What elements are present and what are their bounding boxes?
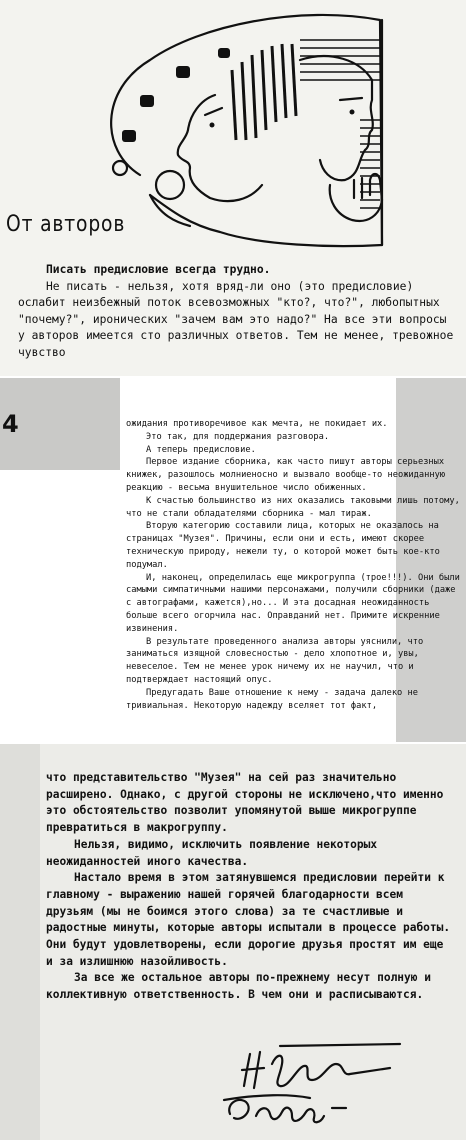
panel-page-5: [0, 744, 466, 1140]
page-4-text: [126, 418, 464, 712]
paragraph: Предугадать Ваше отношение к нему - задача далеко не тривиальная. Некоторую надежду вселяет тот факт,: [126, 687, 418, 711]
page-5-text: [46, 770, 456, 1004]
paragraph: что представительство "Музея" на сей раз значительно расширено. Однако, с другой стороны не исключено,что именно это обстоятельство позволит упомянутой выше микрогруппе превратиться в макрогруппу.: [46, 771, 444, 835]
paragraph: Настало время в этом затянувшемся предисловии перейти к главному - выражению нашей горячей благодарности всем друзьям (мы не боимся этого слова) за те счастливые и радостные минуты, которые авторы испытали в процессе работы. Они будут удовлетворены, если дорогие друзья простят им еще и за излишнюю назойливость.: [46, 871, 451, 968]
paragraph: А теперь предисловие.: [146, 444, 256, 455]
panel-intro: [0, 0, 466, 376]
paragraph: К счастью большинство из них оказались таковыми лишь потому, что не стали обладателями сборника - мал тираж.: [126, 495, 460, 519]
paragraph: И, наконец, определилась еще микрогруппа (трое!!!). Они были самыми симпатичными нашими персонажами, получили сборники (даже с автографами, кажется),но... И эта досадная неожиданность больше всего огорчила нас. Оправданий нет. Примите искренние извинения.: [126, 572, 460, 634]
paragraph: ожидания противоречивое как мечта, не покидает их.: [126, 419, 388, 429]
page-title: От авторов: [6, 212, 126, 237]
paragraph: Первое издание сборника, как часто пишут авторы серьезных книжек, разошлось молниеносно и вызвало вообще-то неожиданную реакцию - весьма внушительное число обиженных.: [126, 457, 446, 493]
paragraph: Это так, для поддержания разговора.: [146, 431, 330, 442]
panel-page-4: [0, 378, 466, 742]
intro-lead: Писать предисловие всегда трудно.: [46, 263, 271, 276]
grey-margin-left: [0, 744, 40, 1140]
page-number: 4: [2, 410, 19, 438]
paragraph: В результате проведенного анализа авторы уяснили, что заниматься изящной словесностью - дело хлопотное и, увы, невеселое. Тем не менее урок ничему их не научил, что и подтверждает настоящий опус.: [126, 636, 424, 685]
paragraph: Вторую категорию составили лица, которых не оказалось на страницах "Музея". Причины, если они и есть, имеют скорее техническую природу, нежели ту, о которой может быть кое-кто подумал.: [126, 521, 440, 570]
paragraph: За все же остальное авторы по-прежнему несут полную и коллективную ответственность. В чем они и расписываются.: [46, 971, 431, 1002]
intro-paragraph: Не писать - нельзя, хотя вряд-ли оно (это предисловие) ослабит неизбежный поток всевозможных "кто?, что?", любопытных "почему?", иронических "зачем вам это надо?" На все эти вопросы у авторов имеется сто различных ответов. Тем не менее, тревожное чувство: [18, 279, 454, 359]
paragraph: Нельзя, видимо, исключить появление некоторых неожиданностей иного качества.: [46, 837, 378, 868]
intro-text: [18, 262, 458, 361]
handwritten-signatures-icon: [220, 1024, 420, 1134]
